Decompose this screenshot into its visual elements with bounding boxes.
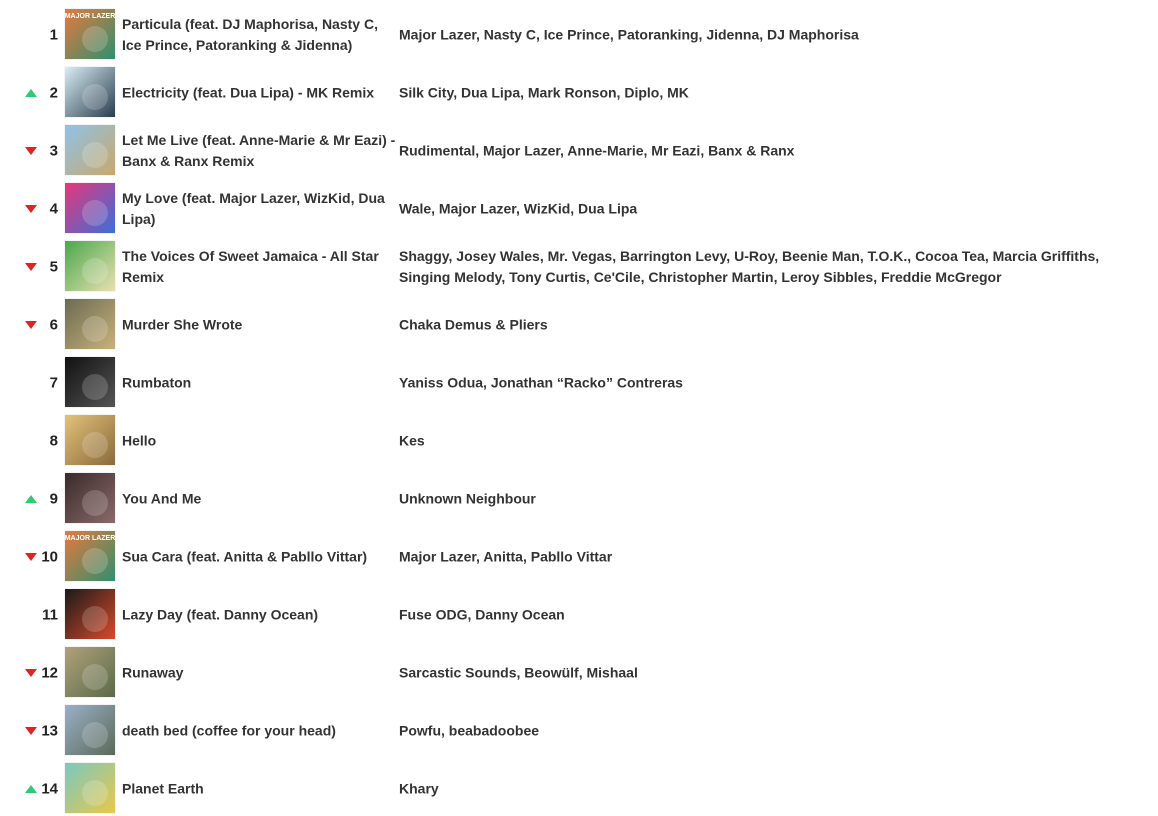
rank-number: 9 (49, 490, 58, 508)
track-artists[interactable]: Chaka Demus & Pliers (399, 316, 548, 333)
album-cover[interactable] (65, 589, 115, 639)
cover-logo-text: MAJOR LAZER (65, 535, 115, 542)
album-cover[interactable] (65, 299, 115, 349)
track-row[interactable] (0, 241, 1158, 293)
track-title[interactable]: Let Me Live (feat. Anne-Marie & Mr Eazi) - Banx & Ranx Remix (122, 132, 396, 169)
track-row[interactable] (0, 299, 1158, 351)
track-row[interactable] (0, 183, 1158, 235)
album-cover[interactable] (65, 705, 115, 755)
track-title[interactable]: Sua Cara (feat. Anitta & Pabllo Vittar) (122, 548, 368, 565)
track-artists[interactable]: Major Lazer, Nasty C, Ice Prince, Patoranking, Jidenna, DJ Maphorisa (399, 26, 859, 43)
rank-number: 13 (41, 722, 58, 740)
track-artists[interactable]: Major Lazer, Anitta, Pabllo Vittar (399, 548, 613, 565)
track-row[interactable] (0, 67, 1158, 119)
track-title[interactable]: Particula (feat. DJ Maphorisa, Nasty C, Ice Prince, Patoranking & Jidenna) (122, 16, 378, 53)
album-cover[interactable] (65, 415, 115, 465)
track-row[interactable] (0, 473, 1158, 525)
cover-logo-text: MAJOR LAZER (65, 13, 115, 20)
track-title[interactable]: Runaway (122, 664, 184, 681)
album-cover[interactable] (65, 647, 115, 697)
album-cover[interactable] (65, 183, 115, 233)
track-title[interactable]: Electricity (feat. Dua Lipa) - MK Remix (122, 84, 375, 101)
track-title[interactable]: Murder She Wrote (122, 316, 243, 333)
track-artists[interactable]: Wale, Major Lazer, WizKid, Dua Lipa (399, 200, 638, 217)
track-artists[interactable]: Yaniss Odua, Jonathan “Racko” Contreras (399, 374, 683, 391)
track-artists[interactable]: Kes (399, 432, 425, 449)
track-title[interactable]: You And Me (122, 490, 202, 507)
rank-number: 6 (49, 316, 58, 334)
track-row[interactable] (0, 763, 1158, 815)
album-cover[interactable] (65, 531, 115, 581)
track-row[interactable] (0, 705, 1158, 757)
rank-number: 14 (41, 780, 58, 798)
album-cover[interactable] (65, 125, 115, 175)
album-cover[interactable] (65, 9, 115, 59)
album-cover[interactable] (65, 473, 115, 523)
rank-number: 11 (42, 606, 58, 624)
track-title[interactable]: The Voices Of Sweet Jamaica - All Star Remix (122, 248, 379, 285)
track-title[interactable]: death bed (coffee for your head) (122, 722, 336, 739)
track-row[interactable] (0, 647, 1158, 699)
track-row[interactable] (0, 589, 1158, 641)
track-row[interactable] (0, 531, 1158, 583)
track-row[interactable] (0, 357, 1158, 409)
track-artists[interactable]: Fuse ODG, Danny Ocean (399, 606, 565, 623)
album-cover[interactable] (65, 763, 115, 813)
track-artists[interactable]: Silk City, Dua Lipa, Mark Ronson, Diplo, MK (399, 84, 689, 101)
track-title[interactable]: Hello (122, 432, 157, 449)
track-artists[interactable]: Unknown Neighbour (399, 490, 536, 507)
track-artists[interactable]: Shaggy, Josey Wales, Mr. Vegas, Barrington Levy, U-Roy, Beenie Man, T.O.K., Cocoa Tea, Marcia Griffiths, Singing Melody, Tony Curtis, Ce'Cile, Christopher Martin, Leroy Sibbles, Freddie McGregor (399, 248, 1100, 285)
rank-number: 2 (49, 84, 58, 102)
track-title[interactable]: Planet Earth (122, 780, 204, 797)
album-cover[interactable] (65, 67, 115, 117)
track-title[interactable]: My Love (feat. Major Lazer, WizKid, Dua Lipa) (122, 190, 385, 227)
rank-number: 4 (49, 200, 58, 218)
track-artists[interactable]: Sarcastic Sounds, Beowülf, Mishaal (399, 664, 638, 681)
track-artists[interactable]: Khary (399, 780, 439, 797)
rank-number: 12 (41, 664, 58, 682)
rank-number: 8 (49, 432, 58, 450)
album-cover[interactable] (65, 241, 115, 291)
track-row[interactable] (0, 415, 1158, 467)
rank-number: 5 (49, 258, 58, 276)
rank-number: 1 (49, 26, 58, 44)
track-title[interactable]: Lazy Day (feat. Danny Ocean) (122, 606, 319, 623)
rank-number: 10 (41, 548, 58, 566)
rank-number: 3 (49, 142, 58, 160)
track-row[interactable] (0, 125, 1158, 177)
track-artists[interactable]: Rudimental, Major Lazer, Anne-Marie, Mr Eazi, Banx & Ranx (399, 142, 795, 159)
rank-number: 7 (49, 374, 58, 392)
album-cover[interactable] (65, 357, 115, 407)
track-title[interactable]: Rumbaton (122, 374, 192, 391)
track-artists[interactable]: Powfu, beabadoobee (399, 722, 540, 739)
track-row[interactable] (0, 9, 1158, 61)
